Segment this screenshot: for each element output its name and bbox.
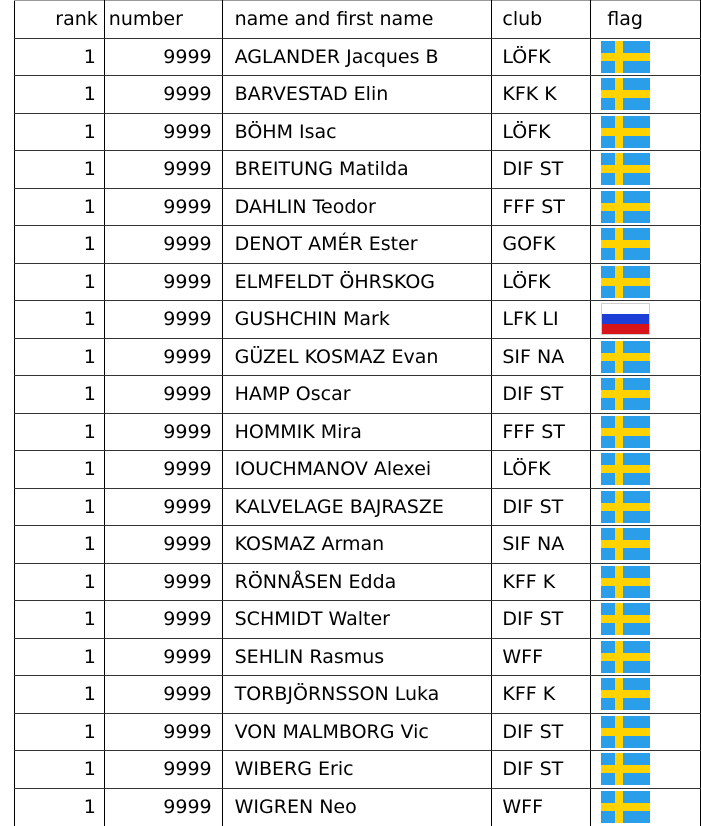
cell-flag (591, 76, 701, 114)
sweden-flag-icon (601, 116, 650, 148)
sweden-flag-icon (601, 528, 650, 560)
header-club: club (492, 1, 591, 39)
cell-club: DIF ST (492, 151, 591, 189)
cell-name: IOUCHMANOV Alexei (222, 451, 492, 489)
cell-rank: 1 (15, 713, 105, 751)
cell-club: SIF NA (492, 526, 591, 564)
table-row (15, 788, 701, 826)
sweden-flag-icon (601, 566, 650, 598)
cell-flag (591, 38, 701, 76)
table-row (15, 301, 701, 339)
cell-rank: 1 (15, 188, 105, 226)
sweden-flag-icon (601, 341, 650, 373)
cell-number: 9999 (104, 788, 222, 826)
cell-rank: 1 (15, 601, 105, 639)
cell-flag (591, 751, 701, 789)
cell-rank: 1 (15, 526, 105, 564)
table-row (15, 451, 701, 489)
cell-flag (591, 638, 701, 676)
cell-number: 9999 (104, 338, 222, 376)
cell-name: HOMMIK Mira (222, 413, 492, 451)
cell-number: 9999 (104, 38, 222, 76)
cell-name: HAMP Oscar (222, 376, 492, 414)
table-row (15, 563, 701, 601)
cell-name: SCHMIDT Walter (222, 601, 492, 639)
cell-rank: 1 (15, 563, 105, 601)
cell-flag (591, 563, 701, 601)
cell-club: DIF ST (492, 751, 591, 789)
cell-number: 9999 (104, 263, 222, 301)
cell-rank: 1 (15, 451, 105, 489)
cell-club: KFK K (492, 76, 591, 114)
cell-rank: 1 (15, 226, 105, 264)
cell-name: WIBERG Eric (222, 751, 492, 789)
cell-number: 9999 (104, 451, 222, 489)
cell-number: 9999 (104, 376, 222, 414)
cell-club: DIF ST (492, 376, 591, 414)
cell-rank: 1 (15, 488, 105, 526)
cell-club: LÖFK (492, 263, 591, 301)
cell-rank: 1 (15, 376, 105, 414)
header-number: number (104, 1, 222, 39)
cell-name: BARVESTAD Elin (222, 76, 492, 114)
cell-flag (591, 713, 701, 751)
header-row (15, 1, 701, 39)
cell-rank: 1 (15, 76, 105, 114)
cell-club: DIF ST (492, 713, 591, 751)
cell-flag (591, 338, 701, 376)
cell-club: LFK LI (492, 301, 591, 339)
cell-number: 9999 (104, 601, 222, 639)
cell-rank: 1 (15, 676, 105, 714)
cell-club: FFF ST (492, 413, 591, 451)
sweden-flag-icon (601, 791, 650, 823)
cell-number: 9999 (104, 413, 222, 451)
header-flag: flag (591, 1, 701, 39)
cell-name: KALVELAGE BAJRASZE (222, 488, 492, 526)
sweden-flag-icon (601, 491, 650, 523)
cell-flag (591, 188, 701, 226)
cell-club: DIF ST (492, 601, 591, 639)
cell-club: GOFK (492, 226, 591, 264)
cell-name: BÖHM Isac (222, 113, 492, 151)
russia-flag-icon (601, 303, 650, 335)
cell-flag (591, 526, 701, 564)
cell-rank: 1 (15, 638, 105, 676)
table-row (15, 413, 701, 451)
cell-flag (591, 451, 701, 489)
table-row (15, 38, 701, 76)
sweden-flag-icon (601, 378, 650, 410)
cell-number: 9999 (104, 638, 222, 676)
cell-name: GUSHCHIN Mark (222, 301, 492, 339)
sweden-flag-icon (601, 266, 650, 298)
table-row (15, 76, 701, 114)
cell-club: WFF (492, 788, 591, 826)
cell-flag (591, 151, 701, 189)
cell-flag (591, 113, 701, 151)
cell-rank: 1 (15, 751, 105, 789)
cell-flag (591, 301, 701, 339)
cell-flag (591, 676, 701, 714)
cell-rank: 1 (15, 413, 105, 451)
cell-number: 9999 (104, 151, 222, 189)
cell-club: KFF K (492, 563, 591, 601)
sweden-flag-icon (601, 41, 650, 73)
cell-name: ELMFELDT ÖHRSKOG (222, 263, 492, 301)
cell-club: FFF ST (492, 188, 591, 226)
cell-rank: 1 (15, 38, 105, 76)
cell-name: AGLANDER Jacques B (222, 38, 492, 76)
table-row (15, 376, 701, 414)
cell-flag (591, 488, 701, 526)
cell-number: 9999 (104, 526, 222, 564)
cell-club: LÖFK (492, 451, 591, 489)
cell-number: 9999 (104, 188, 222, 226)
cell-number: 9999 (104, 713, 222, 751)
cell-rank: 1 (15, 788, 105, 826)
cell-number: 9999 (104, 226, 222, 264)
cell-rank: 1 (15, 151, 105, 189)
cell-club: DIF ST (492, 488, 591, 526)
cell-name: VON MALMBORG Vic (222, 713, 492, 751)
header-rank: rank (15, 1, 105, 39)
cell-flag (591, 788, 701, 826)
table-row (15, 263, 701, 301)
cell-name: GÜZEL KOSMAZ Evan (222, 338, 492, 376)
table-row (15, 601, 701, 639)
header-name: name and first name (222, 1, 492, 39)
table-row (15, 751, 701, 789)
cell-name: DAHLIN Teodor (222, 188, 492, 226)
sweden-flag-icon (601, 416, 650, 448)
table-row (15, 676, 701, 714)
cell-rank: 1 (15, 113, 105, 151)
table-row (15, 488, 701, 526)
cell-number: 9999 (104, 301, 222, 339)
cell-club: SIF NA (492, 338, 591, 376)
table-row (15, 113, 701, 151)
table-body (15, 38, 701, 826)
sweden-flag-icon (601, 191, 650, 223)
cell-rank: 1 (15, 263, 105, 301)
sweden-flag-icon (601, 228, 650, 260)
cell-flag (591, 601, 701, 639)
cell-flag (591, 263, 701, 301)
cell-flag (591, 376, 701, 414)
table-row (15, 713, 701, 751)
cell-name: WIGREN Neo (222, 788, 492, 826)
sweden-flag-icon (601, 716, 650, 748)
cell-name: TORBJÖRNSSON Luka (222, 676, 492, 714)
table-row (15, 526, 701, 564)
sweden-flag-icon (601, 678, 650, 710)
sweden-flag-icon (601, 603, 650, 635)
cell-number: 9999 (104, 76, 222, 114)
cell-rank: 1 (15, 301, 105, 339)
cell-flag (591, 226, 701, 264)
sweden-flag-icon (601, 641, 650, 673)
cell-name: SEHLIN Rasmus (222, 638, 492, 676)
cell-flag (591, 413, 701, 451)
sweden-flag-icon (601, 753, 650, 785)
cell-club: WFF (492, 638, 591, 676)
cell-number: 9999 (104, 488, 222, 526)
cell-name: DENOT AMÉR Ester (222, 226, 492, 264)
cell-number: 9999 (104, 113, 222, 151)
cell-number: 9999 (104, 751, 222, 789)
cell-club: KFF K (492, 676, 591, 714)
results-table (14, 0, 701, 826)
cell-number: 9999 (104, 676, 222, 714)
table-row (15, 226, 701, 264)
sweden-flag-icon (601, 78, 650, 110)
cell-rank: 1 (15, 338, 105, 376)
table-row (15, 338, 701, 376)
cell-club: LÖFK (492, 113, 591, 151)
cell-name: RÖNNÅSEN Edda (222, 563, 492, 601)
sweden-flag-icon (601, 453, 650, 485)
sweden-flag-icon (601, 153, 650, 185)
cell-club: LÖFK (492, 38, 591, 76)
table-row (15, 151, 701, 189)
cell-number: 9999 (104, 563, 222, 601)
table-row (15, 638, 701, 676)
cell-name: KOSMAZ Arman (222, 526, 492, 564)
cell-name: BREITUNG Matilda (222, 151, 492, 189)
table-row (15, 188, 701, 226)
